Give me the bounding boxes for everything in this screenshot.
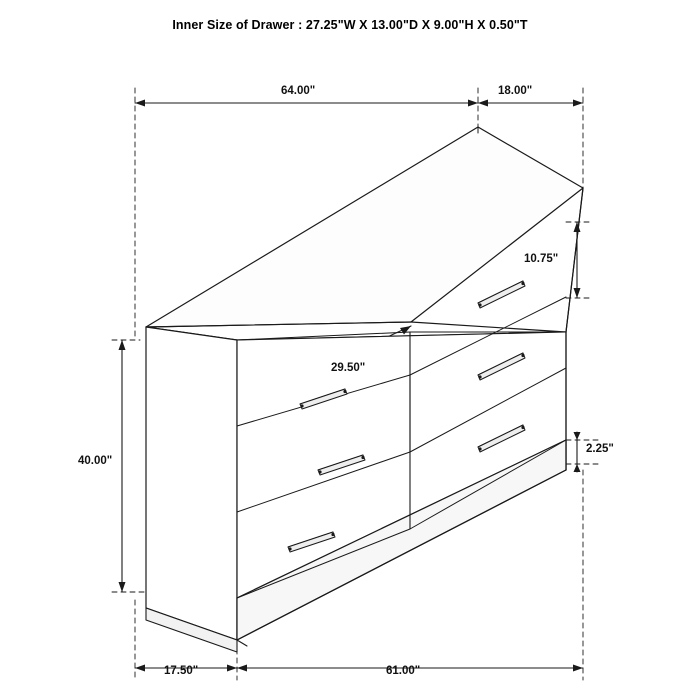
dimension-label-top-width-side: 18.00" — [498, 85, 533, 97]
dimension-label-drawer-depth-diagonal: 29.50" — [331, 362, 366, 374]
dimension-label-drawer-height: 10.75" — [524, 253, 559, 265]
dimension-label-overall-height: 40.00" — [78, 455, 113, 467]
dimension-label-side-depth-bottom: 17.50" — [164, 665, 199, 677]
page-title: Inner Size of Drawer : 27.25"W X 13.00"D X 9.00"H X 0.50"T — [172, 18, 528, 32]
dimension-label-top-width-front: 64.00" — [281, 85, 316, 97]
dimension-label-base-rail-height: 2.25" — [586, 443, 614, 455]
dimension-label-front-width-bottom: 61.00" — [386, 665, 421, 677]
